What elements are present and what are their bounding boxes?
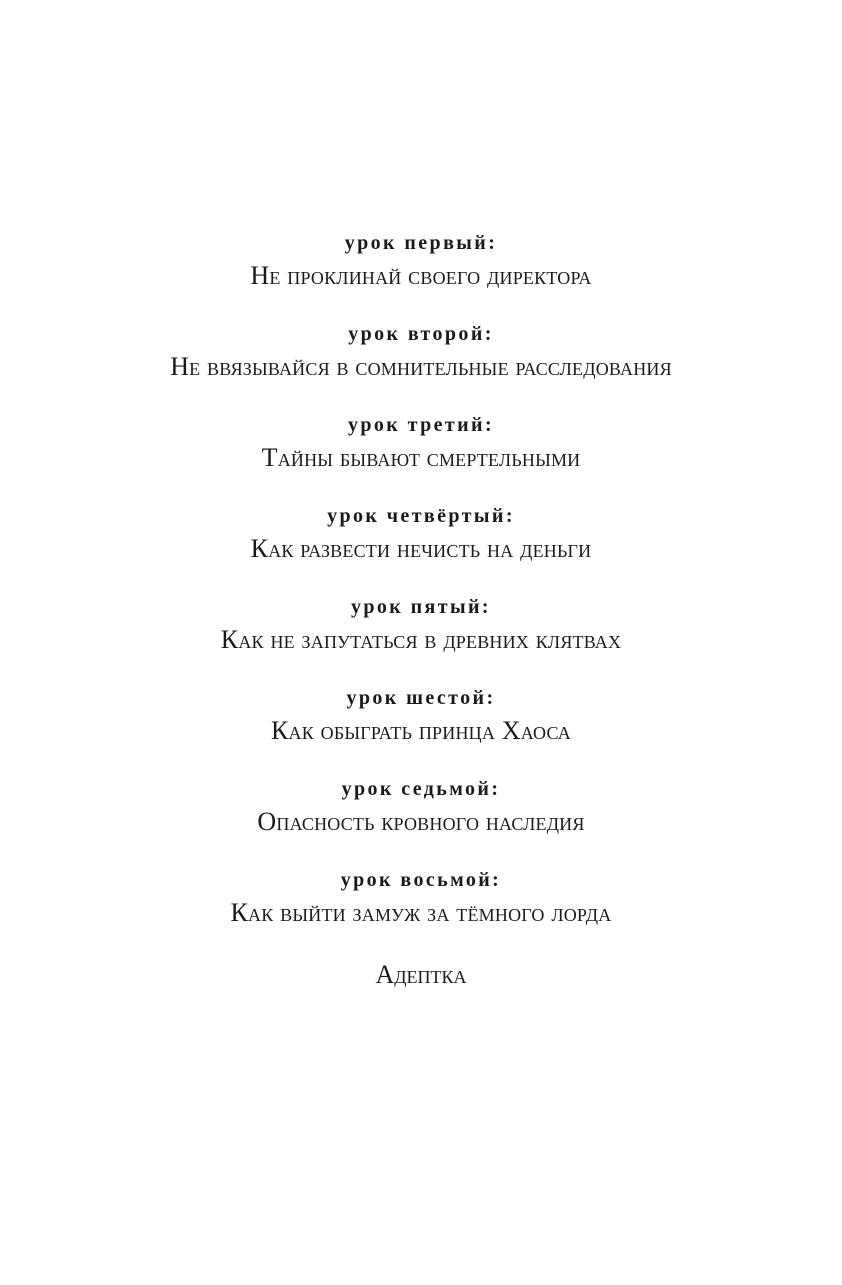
lesson-label: урок первый: bbox=[344, 232, 498, 254]
lesson-label: урок второй: bbox=[348, 323, 494, 345]
table-of-contents bbox=[0, 229, 842, 992]
lesson-entry-7 bbox=[0, 775, 842, 839]
lesson-entry-2 bbox=[0, 320, 842, 384]
lesson-label: урок третий: bbox=[347, 414, 495, 436]
lesson-title: Как обыграть принца Хаоса bbox=[271, 716, 571, 745]
lesson-title: Не ввязывайся в сомнительные расследования bbox=[170, 352, 672, 381]
lesson-title: Тайны бывают смертельными bbox=[261, 443, 581, 472]
lesson-label: урок шестой: bbox=[346, 687, 496, 709]
lesson-entry-1 bbox=[0, 229, 842, 293]
lesson-entry-4 bbox=[0, 502, 842, 566]
lesson-title: Как выйти замуж за тёмного лорда bbox=[230, 898, 612, 927]
lesson-label: урок пятый: bbox=[350, 596, 491, 618]
lesson-title: Опасность кровного наследия bbox=[257, 807, 585, 836]
final-item: Адептка bbox=[375, 960, 467, 989]
lesson-label: урок восьмой: bbox=[340, 869, 502, 891]
lesson-title: Не проклинай своего директора bbox=[250, 261, 592, 290]
lesson-entry-3 bbox=[0, 411, 842, 475]
lesson-title: Как развести нечисть на деньги bbox=[250, 534, 592, 563]
lesson-title: Как не запутаться в древних клятвах bbox=[220, 625, 622, 654]
lesson-label: урок седьмой: bbox=[341, 778, 501, 800]
lesson-entry-5 bbox=[0, 593, 842, 657]
lesson-entry-8 bbox=[0, 866, 842, 930]
lesson-label: урок четвёртый: bbox=[327, 505, 515, 527]
lesson-entry-6 bbox=[0, 684, 842, 748]
